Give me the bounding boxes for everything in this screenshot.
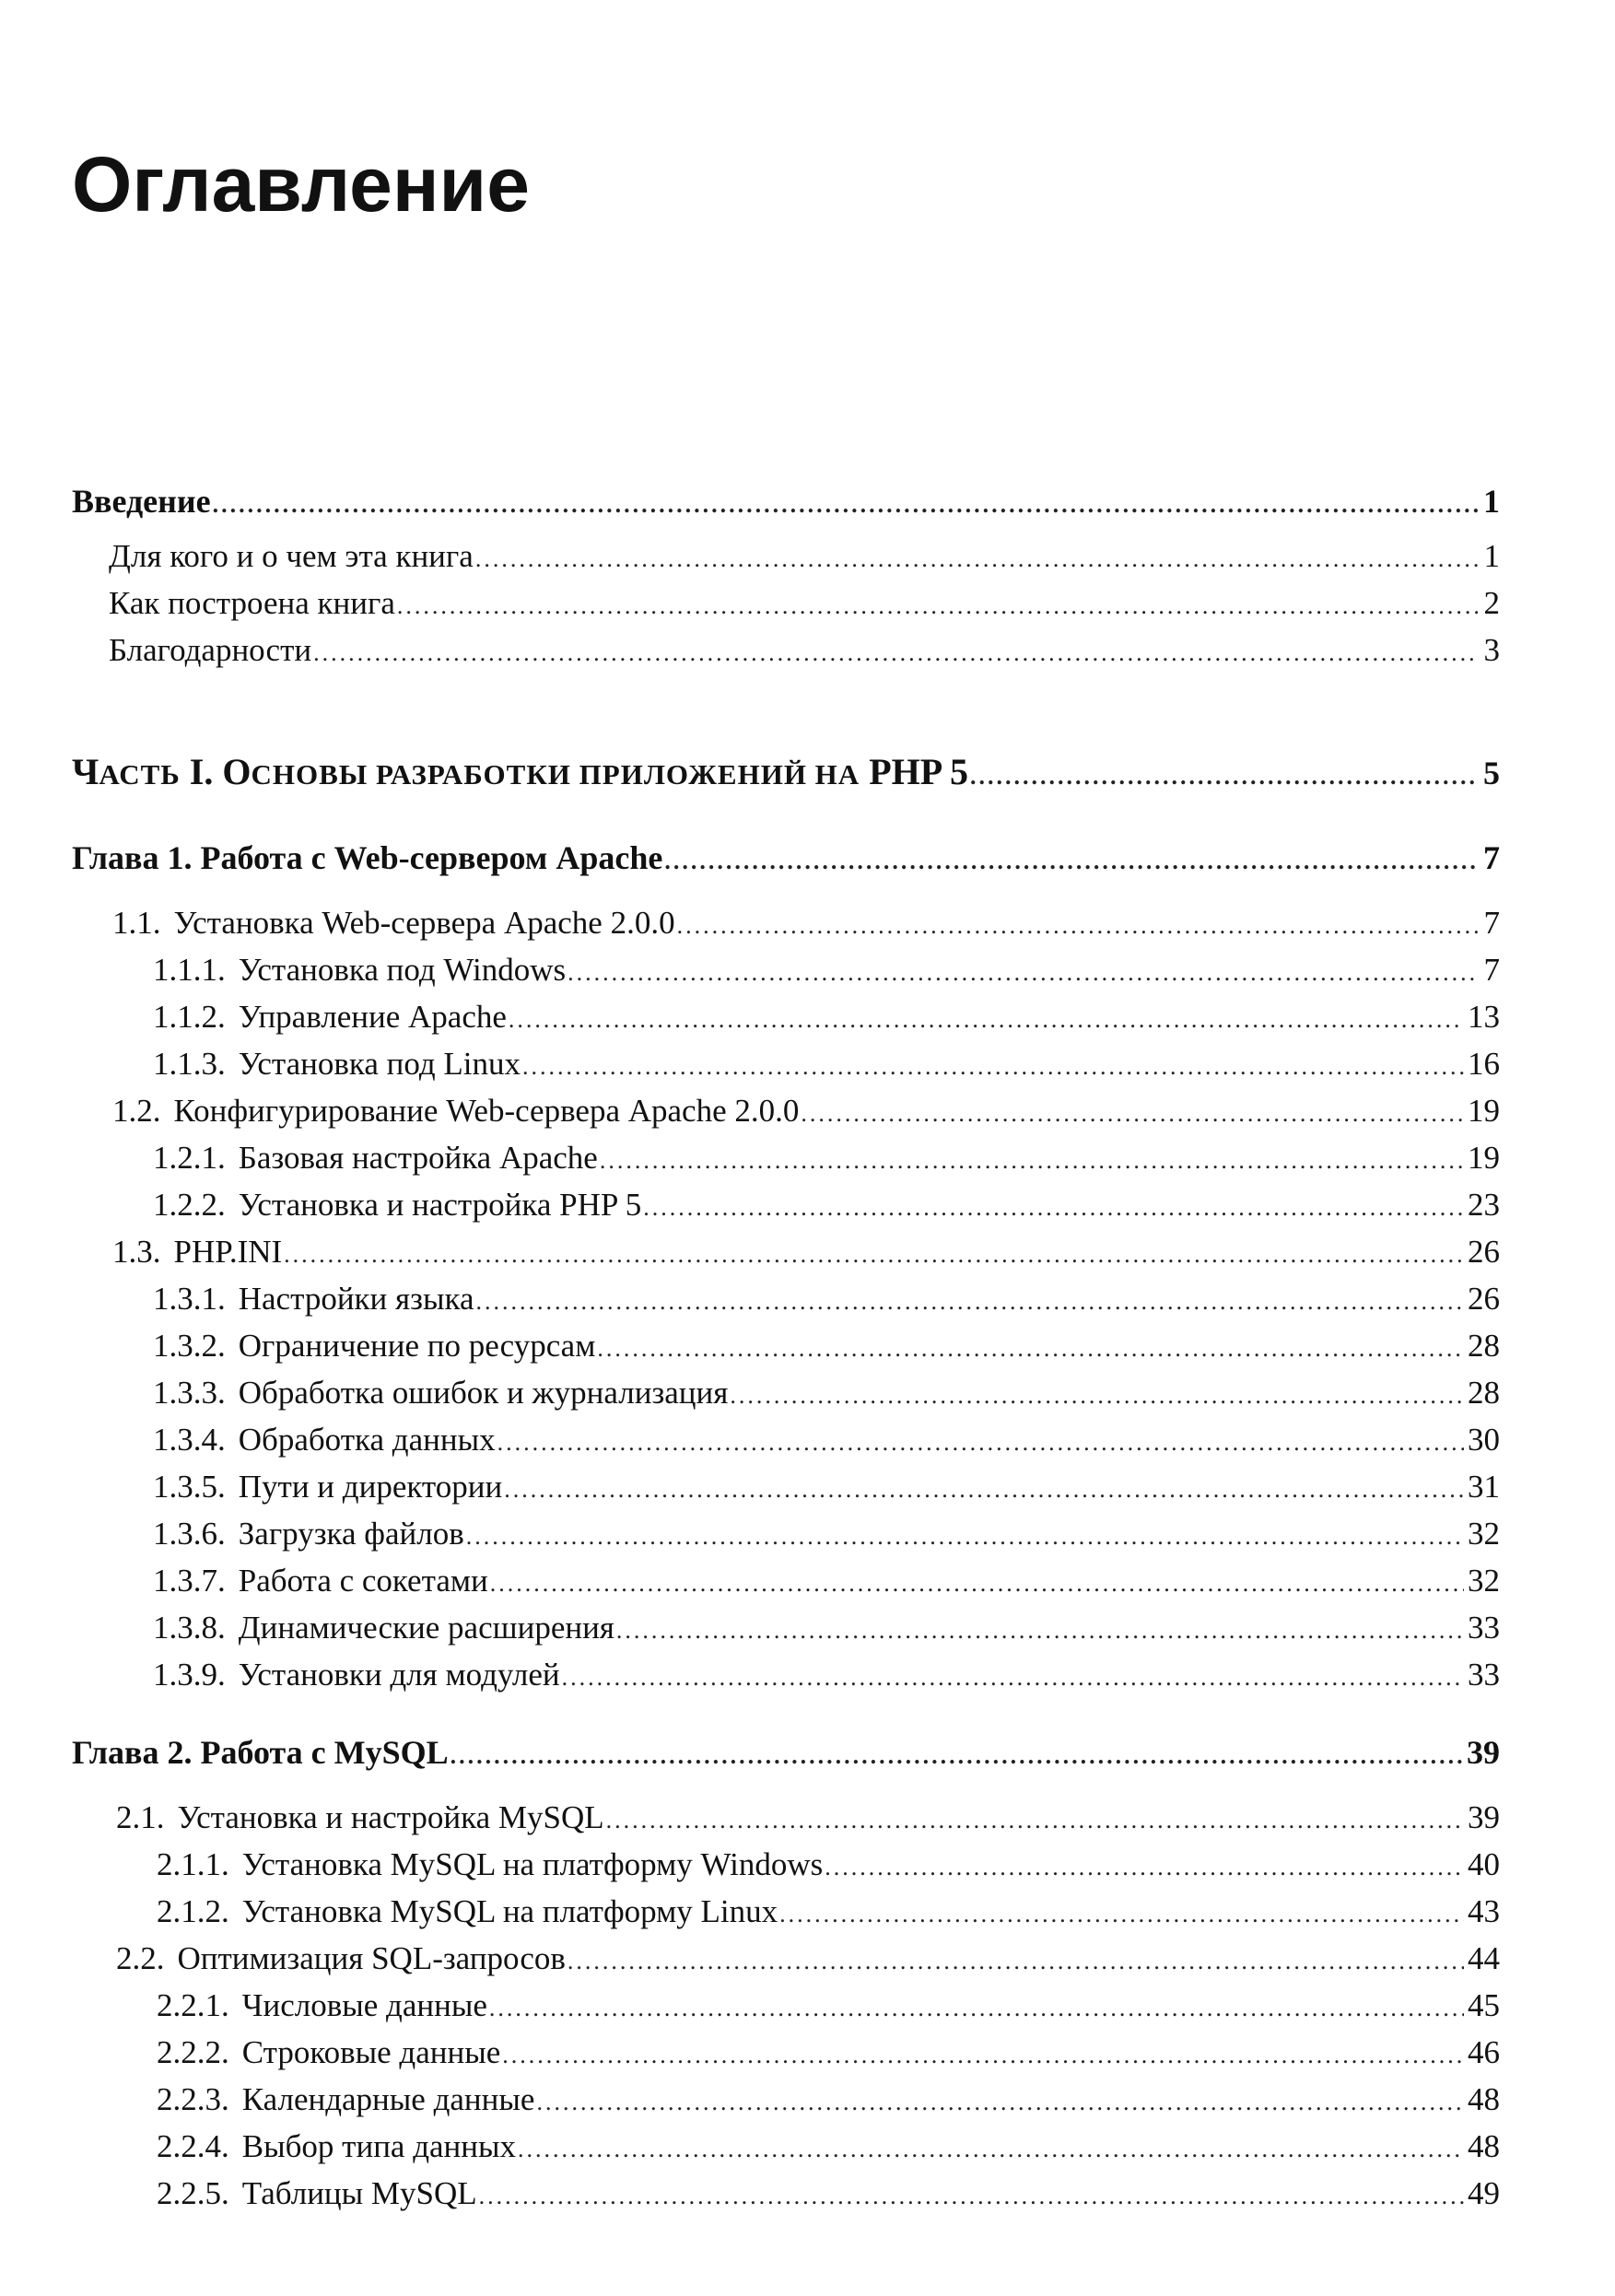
dot-leader [475,1282,1464,1322]
dot-leader [518,2129,1464,2170]
toc-entry-1-3-5[interactable] [153,1467,1500,1507]
dot-leader [677,906,1478,946]
toc-entry-title: Обработка ошибок и журнализация [238,1375,729,1411]
toc-entry-title: Числовые данные [241,1987,487,2023]
dot-leader [664,841,1478,882]
section-number: 2.2.5. [157,2175,229,2211]
toc-entry-title: Установка и настройка PHP 5 [238,1187,642,1223]
toc-page-number: 1 [1483,538,1500,574]
section-number: 1.3.9. [153,1657,226,1693]
section-number: 1.3.8. [153,1610,226,1646]
dot-leader [490,1564,1464,1604]
dot-leader [522,1047,1464,1087]
section-number: 2.2.3. [157,2081,229,2117]
toc-entry-2-2-5[interactable] [157,2173,1500,2214]
toc-page-number: 33 [1468,1657,1500,1693]
toc-entry-intro[interactable] [72,481,1500,521]
toc-page-number: 19 [1468,1093,1500,1129]
toc-entry-intro-thanks[interactable] [109,630,1500,671]
toc-page-number: 7 [1483,952,1500,988]
toc-page-number: 26 [1468,1281,1500,1317]
dot-leader [451,1736,1463,1776]
toc-entry-2-2-3[interactable] [157,2079,1500,2120]
toc-entry-title: Пути и директории [238,1469,503,1505]
toc-entry-1-3[interactable] [112,1232,1500,1272]
toc-entry-title: Установка под Linux [238,1046,521,1082]
toc-entry-2-2[interactable] [116,1939,1500,1979]
dot-leader [970,756,1478,797]
toc-entry-title: Глава 2. Работа с MySQL [72,1734,449,1771]
dot-leader [536,2082,1464,2123]
section-number: 2.2. [116,1940,165,1976]
toc-page-number: 13 [1468,999,1500,1035]
section-number: 1.3.1. [153,1281,226,1317]
toc-entry-1-3-8[interactable] [153,1608,1500,1648]
dot-leader [502,2035,1464,2076]
dot-leader [600,1141,1464,1181]
section-number: 1.3.6. [153,1516,226,1552]
toc-entry-title: Обработка данных [238,1422,496,1458]
toc-entry-title: PHP.INI [173,1234,283,1270]
toc-page-number: 3 [1483,632,1500,668]
toc-page-number: 39 [1467,1734,1500,1771]
dot-leader [479,2176,1464,2217]
section-number: 2.1.1. [157,1846,229,1882]
dot-leader [643,1188,1464,1228]
toc-page-number: 23 [1468,1187,1500,1223]
toc-page-number: 44 [1468,1940,1500,1976]
dot-leader [606,1800,1464,1841]
toc-entry-1-3-4[interactable] [153,1420,1500,1460]
toc-page-number: 33 [1468,1610,1500,1646]
dot-leader [475,539,1478,580]
toc-entry-1-2-2[interactable] [153,1185,1500,1225]
toc-page-number: 46 [1468,2034,1500,2070]
section-number: 1.1.2. [153,999,226,1035]
section-number: 1.3.2. [153,1328,226,1364]
toc-entry-1-3-2[interactable] [153,1326,1500,1366]
toc-entry-2-1[interactable] [116,1798,1500,1838]
dot-leader [730,1376,1464,1416]
toc-page-number: 45 [1468,1987,1500,2023]
toc-page-number: 16 [1468,1046,1500,1082]
toc-entry-title: Ограничение по ресурсам [238,1328,596,1364]
page-title: Оглавление [72,141,530,228]
dot-leader [801,1094,1464,1134]
toc-page-number: 19 [1468,1140,1500,1176]
toc-entry-1-3-7[interactable] [153,1561,1500,1601]
toc-page-number: 32 [1468,1563,1500,1599]
toc-entry-title: Базовая настройка Apache [238,1140,598,1176]
toc-entry-2-2-2[interactable] [157,2032,1500,2073]
toc-entry-1-3-9[interactable] [153,1655,1500,1695]
toc-entry-title: Таблицы MySQL [241,2175,477,2211]
toc-entry-title: Загрузка файлов [238,1516,464,1552]
dot-leader [397,586,1478,627]
dot-leader [568,953,1478,993]
toc-page-number: 49 [1468,2175,1500,2211]
section-number: 1.3.3. [153,1375,226,1411]
dot-leader [284,1235,1464,1275]
toc-page-number: 43 [1468,1893,1500,1929]
toc-entry-2-2-1[interactable] [157,1986,1500,2026]
section-number: 1.1. [112,905,161,941]
toc-entry-title: Для кого и о чем эта книга [109,538,474,574]
toc-page-number: 7 [1483,905,1500,941]
toc-entry-title: Установка MySQL на платформу Windows [241,1846,824,1882]
section-number: 2.2.4. [157,2128,229,2164]
toc-entry-title: Календарные данные [241,2081,535,2117]
section-number: 2.1.2. [157,1893,229,1929]
toc-entry-title: Установка под Windows [238,952,567,988]
toc-page-number: 31 [1468,1469,1500,1505]
section-number: 2.2.1. [157,1987,229,2023]
toc-entry-title: Строковые данные [241,2034,501,2070]
toc-entry-1-1[interactable] [112,903,1500,943]
toc-entry-1-3-3[interactable] [153,1373,1500,1413]
toc-entry-title: Работа с сокетами [238,1563,488,1599]
toc-entry-title: Настройки языка [238,1281,474,1317]
toc-page-number: 7 [1483,839,1500,876]
dot-leader [562,1658,1464,1698]
toc-entry-1-3-1[interactable] [153,1279,1500,1319]
toc-entry-chapter-1[interactable] [72,838,1500,878]
dot-leader [466,1517,1464,1557]
section-number: 1.1.1. [153,952,226,988]
dot-leader [489,1988,1464,2029]
dot-leader [504,1470,1464,1510]
toc-page-number: 26 [1468,1234,1500,1270]
toc-page-number: 28 [1468,1328,1500,1364]
toc-page-number: 28 [1468,1375,1500,1411]
toc-page-number: 48 [1468,2081,1500,2117]
dot-leader [313,633,1478,674]
toc-page-number: 5 [1483,755,1500,791]
section-number: 1.3.4. [153,1422,226,1458]
toc-entry-2-1-1[interactable] [157,1845,1500,1885]
section-number: 1.2.2. [153,1187,226,1223]
section-number: 1.2.1. [153,1140,226,1176]
toc-page-number: 39 [1468,1799,1500,1835]
section-number: 1.3.5. [153,1469,226,1505]
section-number: 1.2. [112,1093,161,1129]
toc-entry-title: Установка MySQL на платформу Linux [241,1893,778,1929]
toc-entry-chapter-2[interactable] [72,1732,1500,1773]
toc-entry-title: Выбор типа данных [241,2128,517,2164]
section-number: 1.3.7. [153,1563,226,1599]
section-number: 1.1.3. [153,1046,226,1082]
toc-entry-title: Благодарности [109,632,312,668]
dot-leader [509,1000,1464,1040]
toc-entry-title: Установки для модулей [238,1657,560,1693]
section-number: 2.2.2. [157,2034,229,2070]
toc-entry-title: Установка и настройка MySQL [177,1799,604,1835]
toc-entry-1-2-1[interactable] [153,1138,1500,1178]
toc-page-number: 2 [1483,585,1500,621]
dot-leader [825,1847,1464,1888]
section-number: 2.1. [116,1799,165,1835]
toc-entry-title: Установка Web-сервера Apache 2.0.0 [173,905,675,941]
toc-entry-intro-audience[interactable] [109,536,1500,577]
toc-page-number: 1 [1483,483,1500,520]
toc-entry-1-1-1[interactable] [153,950,1500,990]
toc-entry-title: Конфигурирование Web-сервера Apache 2.0.0 [173,1093,800,1129]
toc-entry-2-2-4[interactable] [157,2126,1500,2167]
toc-page-number: 32 [1468,1516,1500,1552]
toc-entry-title: Оптимизация SQL-запросов [177,1940,566,1976]
toc-entry-part-1[interactable] [72,752,1500,792]
toc-entry-1-1-2[interactable] [153,997,1500,1037]
dot-leader [213,485,1478,525]
dot-leader [597,1329,1464,1369]
toc-entry-intro-structure[interactable] [109,583,1500,624]
toc-entry-title: ЧАСТЬ I. ОСНОВЫ РАЗРАБОТКИ ПРИЛОЖЕНИЙ НА PHP 5 [72,751,968,792]
toc-entry-title: Динамические расширения [238,1610,614,1646]
dot-leader [779,1894,1464,1935]
toc-entry-2-1-2[interactable] [157,1892,1500,1932]
section-number: 1.3. [112,1234,161,1270]
dot-leader [616,1611,1464,1651]
toc-page-number: 48 [1468,2128,1500,2164]
toc-entry-title: Введение [72,483,211,520]
toc-page-number: 30 [1468,1422,1500,1458]
toc-entry-title: Как построена книга [109,585,395,621]
toc-entry-title: Управление Apache [238,999,507,1035]
toc-entry-1-3-6[interactable] [153,1514,1500,1554]
toc-entry-title: Глава 1. Работа с Web-сервером Apache [72,839,663,876]
toc-entry-1-2[interactable] [112,1091,1500,1131]
toc-page-number: 40 [1468,1846,1500,1882]
dot-leader [497,1423,1464,1463]
dot-leader [568,1941,1464,1982]
toc-entry-1-1-3[interactable] [153,1044,1500,1084]
